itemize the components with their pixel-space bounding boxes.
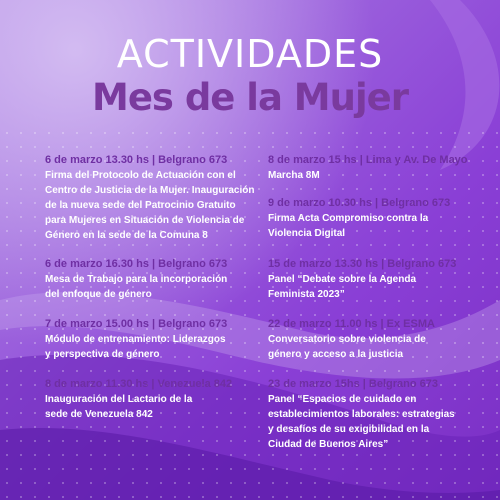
event-date-place: 8 de marzo 15 hs | Lima y Av. De Mayo [268,154,468,166]
event-description-line: Marcha 8M [268,170,320,181]
event-description [268,392,455,452]
event-description-line: Mesa de Trabajo para la incorporación [45,274,228,285]
event-description-line: género y acceso a la justicia [268,349,404,360]
event-description-line: Ciudad de Buenos Aires” [268,439,389,450]
event-right-1 [268,153,468,183]
event-date-place: 22 de marzo 11.00 hs | Ex ESMA [268,318,435,330]
event-right-4 [268,317,435,362]
event-description-line: para Mujeres en Situación de Violencia de [45,215,245,226]
event-description-line: Módulo de entrenamiento: Liderazgos [45,334,226,345]
event-description-line: Firma Acta Compromiso contra la [268,213,429,224]
event-description-line: Panel “Debate sobre la Agenda [268,274,417,285]
event-date-place: 6 de marzo 13.30 hs | Belgrano 673 [45,154,228,166]
event-description-line: establecimientos laborales: estrategias [268,409,455,420]
event-date-place: 9 de marzo 10.30 hs | Belgrano 673 [268,197,451,209]
event-description [45,168,255,243]
event-description-line: y perspectiva de género [45,349,160,360]
event-date-place: 23 de marzo 15hs | Belgrano 673 [268,378,438,390]
event-left-3 [45,317,227,362]
title-activities: ACTIVIDADES [116,32,384,76]
event-description-line: del enfoque de género [45,289,152,300]
event-description-line: Conversatorio sobre violencia de [268,334,426,345]
event-description [268,211,450,241]
event-description-line: sede de Venezuela 842 [45,409,153,420]
event-left-4 [45,377,232,422]
event-left-1 [45,153,255,243]
event-description [45,332,227,362]
event-date-place: 15 de marzo 13.30 hs | Belgrano 673 [268,258,457,270]
event-right-2 [268,196,450,241]
event-description-line: de la nueva sede del Patrocinio Gratuito [45,200,236,211]
event-right-3 [268,257,456,302]
event-description-line: Panel “Espacios de cuidado en [268,394,417,405]
event-description-line: Género en la sede de la Comuna 8 [45,230,208,241]
event-description-line: Feminista 2023” [268,289,345,300]
event-description [45,272,227,302]
event-description [268,332,435,362]
event-description [268,272,456,302]
event-description-line: Inauguración del Lactario de la [45,394,193,405]
event-description-line: Centro de Justicia de la Mujer. Inauguración [45,185,255,196]
title-women-month: Mes de la Mujer [92,76,408,119]
event-description-line: Violencia Digital [268,228,346,239]
event-date-place: 8 de marzo 11.30 hs | Venezuela 842 [45,378,233,390]
event-description [45,392,232,422]
event-date-place: 7 de marzo 15.00 hs | Belgrano 673 [45,318,228,330]
event-description [268,168,468,183]
event-date-place: 6 de marzo 16.30 hs | Belgrano 673 [45,258,228,270]
event-description-line: y desafíos de su exigibilidad en la [268,424,430,435]
event-description-line: Firma del Protocolo de Actuación con el [45,170,236,181]
event-right-5 [268,377,455,452]
event-left-2 [45,257,227,302]
